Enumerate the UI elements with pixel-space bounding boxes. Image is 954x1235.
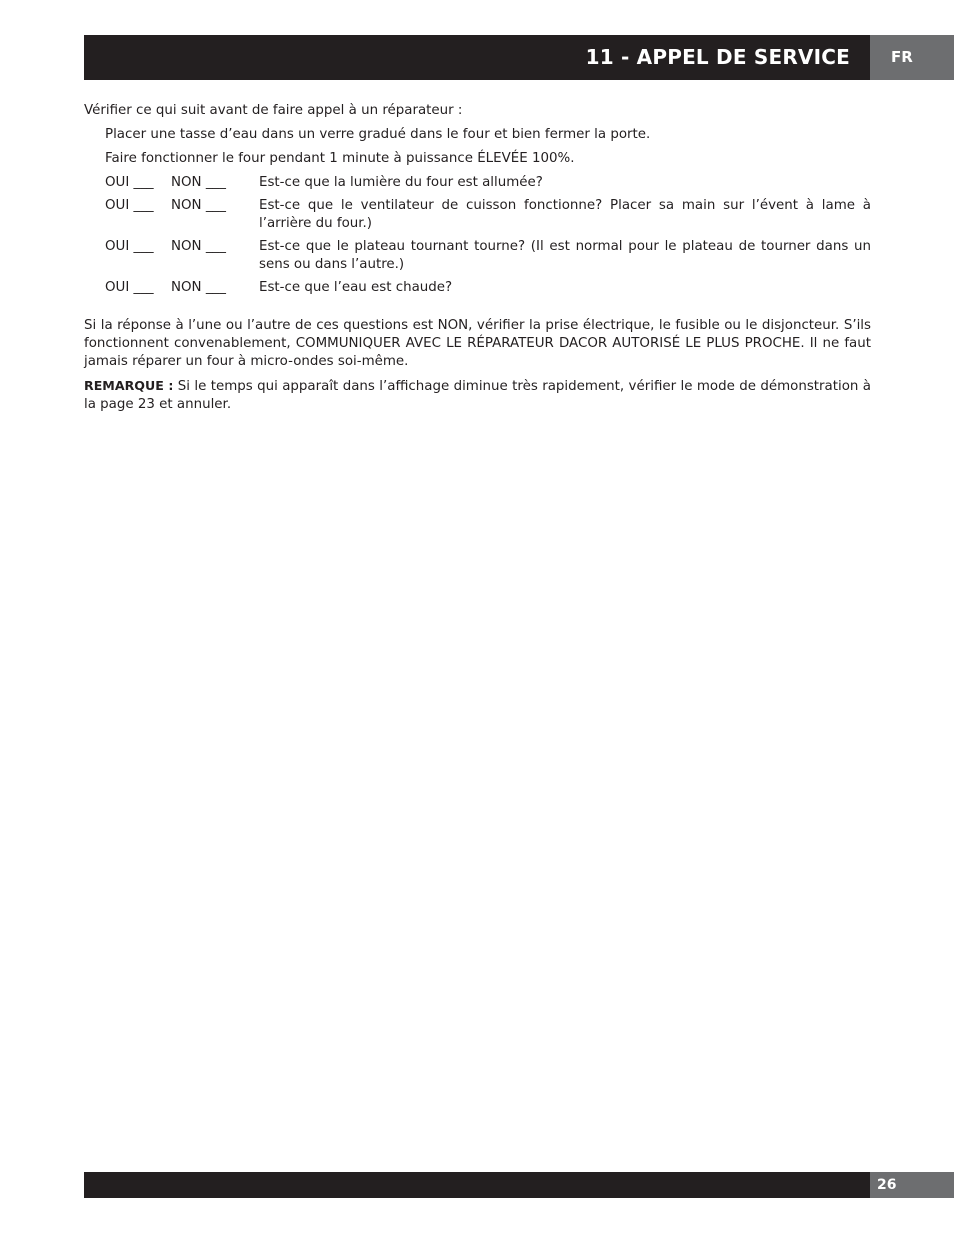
step-2: Faire fonctionner le four pendant 1 minute à puissance ÉLEVÉE 100%. xyxy=(105,151,575,166)
footer-bar xyxy=(84,1172,870,1198)
oui-blank: OUI ___ xyxy=(105,175,154,190)
question-text: Est-ce que le plateau tournant tourne? (Il est normal pour le plateau de tourner dans un sens ou dans l’autre.) xyxy=(259,239,871,272)
note-label: REMARQUE : xyxy=(84,378,174,393)
oui-blank: OUI ___ xyxy=(105,239,154,254)
non-blank: NON ___ xyxy=(171,239,226,254)
checklist xyxy=(84,174,871,297)
note xyxy=(84,377,871,414)
non-blank: NON ___ xyxy=(171,198,226,213)
content xyxy=(84,102,871,414)
checklist-row xyxy=(84,238,871,274)
intro-text: Vérifier ce qui suit avant de faire appel à un réparateur : xyxy=(84,103,463,118)
oui-blank: OUI ___ xyxy=(105,280,154,295)
checklist-row xyxy=(84,279,871,297)
question-text: Est-ce que la lumière du four est allumée? xyxy=(259,175,543,190)
oui-blank: OUI ___ xyxy=(105,198,154,213)
question-text: Est-ce que l’eau est chaude? xyxy=(259,280,453,295)
language-tab: FR xyxy=(870,35,954,80)
question-text: Est-ce que le ventilateur de cuisson fonctionne? Placer sa main sur l’évent à lame à l’arrière du four.) xyxy=(259,198,871,231)
note-text: Si le temps qui apparaît dans l’affichage diminue très rapidement, vérifier le mode de démonstration à la page 23 et annuler. xyxy=(84,379,872,412)
step-1: Placer une tasse d’eau dans un verre gradué dans le four et bien fermer la porte. xyxy=(105,127,651,142)
page-number: 26 xyxy=(870,1172,954,1198)
page-title: 11 - APPEL DE SERVICE xyxy=(585,45,850,69)
service-paragraph: Si la réponse à l’une ou l’autre de ces questions est NON, vérifier la prise électrique, le fusible ou le disjoncteur. S’ils fonctionnent convenablement, COMMUNIQUER AVEC LE RÉPARATEUR DACOR AUTORISÉ LE PLUS PROCHE. Il ne faut jamais réparer un four à micro-ondes soi-même. xyxy=(84,318,871,369)
non-blank: NON ___ xyxy=(171,280,226,295)
checklist-row xyxy=(84,174,871,192)
header-bar xyxy=(84,35,870,80)
non-blank: NON ___ xyxy=(171,175,226,190)
checklist-row xyxy=(84,197,871,233)
